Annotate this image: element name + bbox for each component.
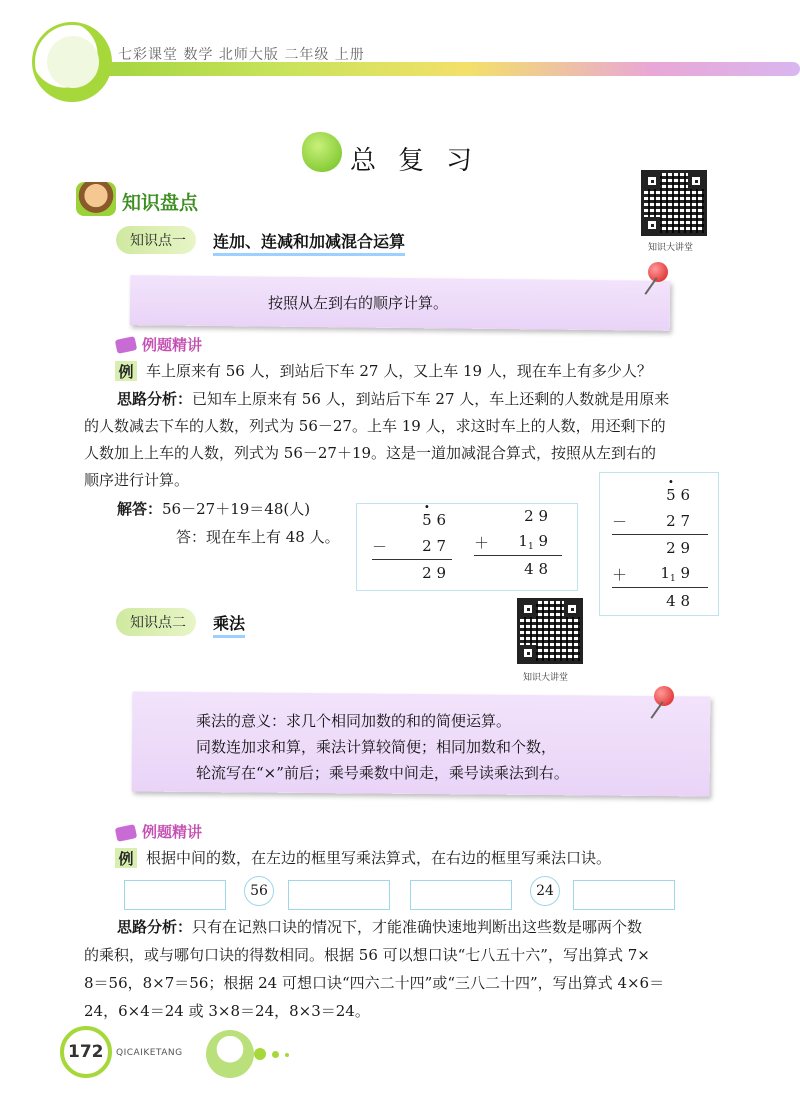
knowledge-point-2-badge bbox=[116, 608, 196, 636]
calc-b-top: 2 9 bbox=[524, 507, 548, 525]
page-number: 172 bbox=[68, 1042, 104, 1062]
qr-finder bbox=[564, 601, 580, 617]
example-badge-1: 例 bbox=[115, 361, 137, 381]
qr-finder bbox=[644, 173, 660, 189]
example-icon bbox=[115, 824, 137, 842]
qr-finder bbox=[520, 601, 536, 617]
answer-box-left-2[interactable] bbox=[410, 880, 512, 910]
knowledge-point-2-name: 乘法 bbox=[213, 611, 245, 638]
example-2-analysis-line-2: 的乘积，或与哪句口诀的得数相同。根据 56 可以想口诀“七八五十六”，写出算式 7× bbox=[84, 946, 650, 964]
example-2-analysis-line-3: 8＝56，8×7＝56；根据 24 可想口诀“四六二十四”或“三八二十四”，写出算式 4×6＝ bbox=[84, 974, 665, 992]
calc-b-result: 4 8 bbox=[524, 560, 548, 578]
title-blob-icon bbox=[302, 132, 342, 172]
answer-box-right-1[interactable] bbox=[288, 880, 390, 910]
note-1-text: 按照从左到右的顺序计算。 bbox=[268, 294, 449, 312]
example-1-question: 车上原来有 56 人，到站后下车 27 人，又上车 19 人，现在车上有多少人？ bbox=[146, 362, 652, 380]
example-header-2: 例题精讲 bbox=[142, 823, 203, 841]
answer-line bbox=[117, 495, 310, 523]
example-1-analysis-line-2: 的人数减去下车的人数，列式为 56－27。上车 19 人，求这时车上的人数，用还剩下的 bbox=[84, 417, 666, 435]
analysis-text: 只有在记熟口诀的情况下，才能准确快速地判断出这些数是哪两个数 bbox=[192, 918, 643, 936]
example-1-analysis-line-4: 顺序进行计算。 bbox=[84, 471, 190, 489]
example-2-analysis-line-1 bbox=[117, 913, 642, 941]
calc-c-second: － 2 7 bbox=[612, 512, 690, 531]
qr-finder bbox=[520, 645, 536, 661]
example-header-1: 例题精讲 bbox=[142, 336, 203, 354]
vertical-calc-combined bbox=[612, 482, 708, 614]
answer-expression: 56－27＋19＝48(人) bbox=[162, 500, 311, 518]
vertical-calc-subtraction bbox=[372, 507, 452, 586]
pushpin-icon bbox=[648, 262, 668, 282]
qr-caption-2: 知识大讲堂 bbox=[523, 673, 569, 683]
note-2-line-3: 轮流写在“×”前后；乘号乘数中间走，乘号读乘法到右。 bbox=[196, 764, 569, 782]
example-1-analysis-line-3: 人数加上上车的人数，列式为 56－27＋19。这是一道加减混合算式，按照从左到右的 bbox=[84, 444, 657, 462]
example-badge-2: 例 bbox=[115, 848, 137, 868]
qr-caption-1: 知识大讲堂 bbox=[648, 243, 694, 253]
footer-dot-icon bbox=[272, 1051, 279, 1058]
example-icon bbox=[115, 336, 137, 354]
knowledge-point-1-badge bbox=[116, 226, 196, 254]
calc-c-fourth: ＋ $1_1$ 9 bbox=[612, 564, 690, 584]
qr-finder bbox=[644, 217, 660, 233]
example-2-question: 根据中间的数，在左边的框里写乘法算式，在右边的框里写乘法口诀。 bbox=[146, 849, 612, 867]
answer-sentence: 答：现在车上有 48 人。 bbox=[176, 528, 340, 546]
knowledge-point-1-name: 连加、连减和加减混合运算 bbox=[213, 229, 405, 256]
pushpin-icon bbox=[654, 686, 674, 706]
calc-a-result: 2 9 bbox=[422, 564, 446, 582]
footer-dot-icon bbox=[254, 1048, 266, 1060]
calc-c-mid: 2 9 bbox=[666, 539, 690, 557]
footer-dot-icon bbox=[285, 1053, 289, 1057]
number-circle-2: 24 bbox=[530, 876, 560, 906]
calc-b-second: ＋ $1_1$ 9 bbox=[474, 532, 548, 552]
analysis-label: 思路分析： bbox=[117, 918, 193, 936]
analysis-label: 思路分析： bbox=[117, 390, 193, 408]
header-title: 七彩课堂 数学 北师大版 二年级 上册 bbox=[118, 47, 365, 63]
header-color-bar bbox=[60, 62, 800, 76]
note-2-line-2: 同数连加求和算，乘法计算较简便；相同加数和个数， bbox=[196, 738, 557, 756]
calc-c-result: 4 8 bbox=[666, 592, 690, 610]
knowledge-point-2-label: 知识点二 bbox=[130, 615, 186, 631]
note-2-line-1: 乘法的意义：求几个相同加数的和的简便运算。 bbox=[196, 712, 512, 730]
footer-mascot-icon bbox=[206, 1030, 254, 1078]
section-title: 知识盘点 bbox=[122, 192, 199, 214]
analysis-text: 已知车上原来有 56 人，到站后下车 27 人，车上还剩的人数就是用原来 bbox=[192, 390, 670, 408]
example-2-analysis-line-4: 24，6×4＝24 或 3×8＝24，8×3＝24。 bbox=[84, 1002, 370, 1020]
calc-a-top: · 5 6 bbox=[372, 507, 452, 533]
example-1-analysis-line-1 bbox=[117, 385, 669, 413]
vertical-calc-addition bbox=[474, 503, 562, 582]
qr-finder bbox=[688, 173, 704, 189]
mascot-face-icon bbox=[47, 36, 99, 88]
page-title: 总复习 bbox=[350, 146, 495, 176]
answer-box-left-1[interactable] bbox=[124, 880, 226, 910]
number-circle-1: 56 bbox=[244, 876, 274, 906]
answer-box-right-2[interactable] bbox=[573, 880, 675, 910]
qr-code-2[interactable] bbox=[517, 598, 583, 664]
section-mascot-icon bbox=[76, 182, 116, 216]
calc-c-top: · 5 6 bbox=[612, 482, 708, 508]
knowledge-point-1-label: 知识点一 bbox=[130, 233, 186, 249]
qr-code-1[interactable] bbox=[641, 170, 707, 236]
answer-label: 解答： bbox=[117, 500, 163, 518]
footer-brand: QICAIKETANG bbox=[116, 1048, 183, 1058]
calc-a-second: － 2 7 bbox=[372, 537, 446, 556]
